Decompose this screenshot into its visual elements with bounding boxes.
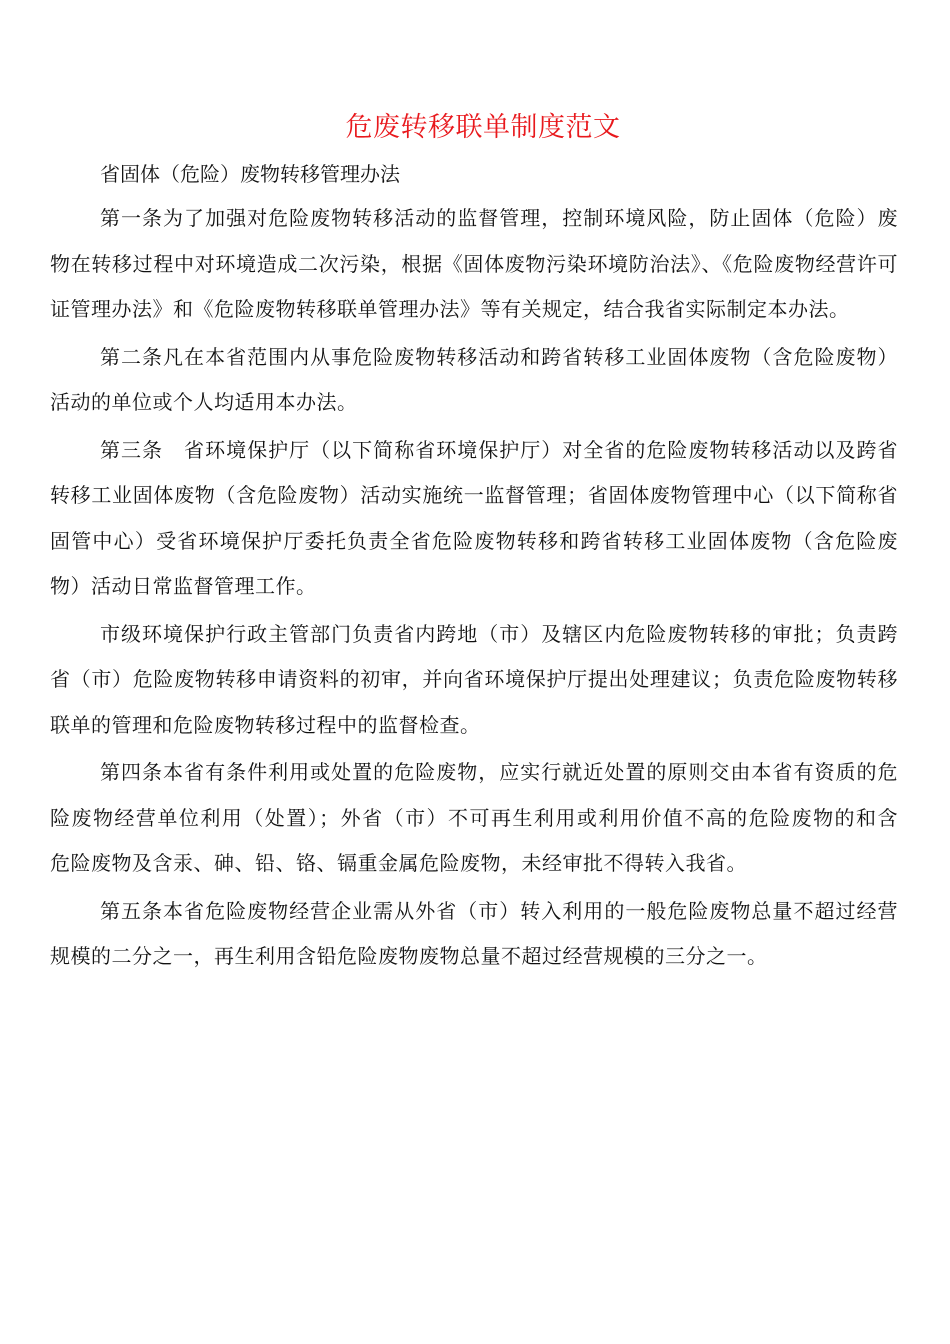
paragraph-article-3-municipal: 市级环境保护行政主管部门负责省内跨地（市）及辖区内危险废物转移的审批；负责跨省（市）危险废物转移申请资料的初审，并向省环境保护厅提出处理建议；负责危险废物转移联单的管理和危险废物转移过程中的监督检查。 xyxy=(50,621,898,737)
document-page xyxy=(50,108,919,982)
paragraph-article-2: 第二条凡在本省范围内从事危险废物转移活动和跨省转移工业固体废物（含危险废物）活动的单位或个人均适用本办法。 xyxy=(50,344,898,414)
paragraph-article-5: 第五条本省危险废物经营企业需从外省（市）转入利用的一般危险废物总量不超过经营规模的二分之一，再生利用含铅危险废物废物总量不超过经营规模的三分之一。 xyxy=(50,898,898,968)
paragraph-article-1: 第一条为了加强对危险废物转移活动的监督管理，控制环境风险，防止固体（危险）废物在转移过程中对环境造成二次污染，根据《固体废物污染环境防治法》、《危险废物经营许可证管理办法》和《危险废物转移联单管理办法》等有关规定，结合我省实际制定本办法。 xyxy=(50,206,898,321)
paragraph-article-4: 第四条本省有条件利用或处置的危险废物，应实行就近处置的原则交由本省有资质的危险废物经营单位利用（处置）；外省（市）不可再生利用或利用价值不高的危险废物的和含 危险废物及含汞、砷、铅、铬、镉重金属危险废物，未经审批不得转入我省。 xyxy=(50,760,919,875)
paragraph-article-3: 第三条 省环境保护厅（以下简称省环境保护厅）对全省的危险废物转移活动以及跨省转移工业固体废物（含危险废物）活动实施统一监督管理；省固体废物管理中心（以下简称省固管中心）受省环境保护厅委托负责全省危险废物转移和跨省转移工业固体废物（含危险废物）活动日常监督管理工作。 xyxy=(50,437,898,598)
document-title: 危废转移联单制度范文 xyxy=(345,112,621,143)
document-subtitle: 省固体（危险）废物转移管理办法 xyxy=(100,162,400,186)
